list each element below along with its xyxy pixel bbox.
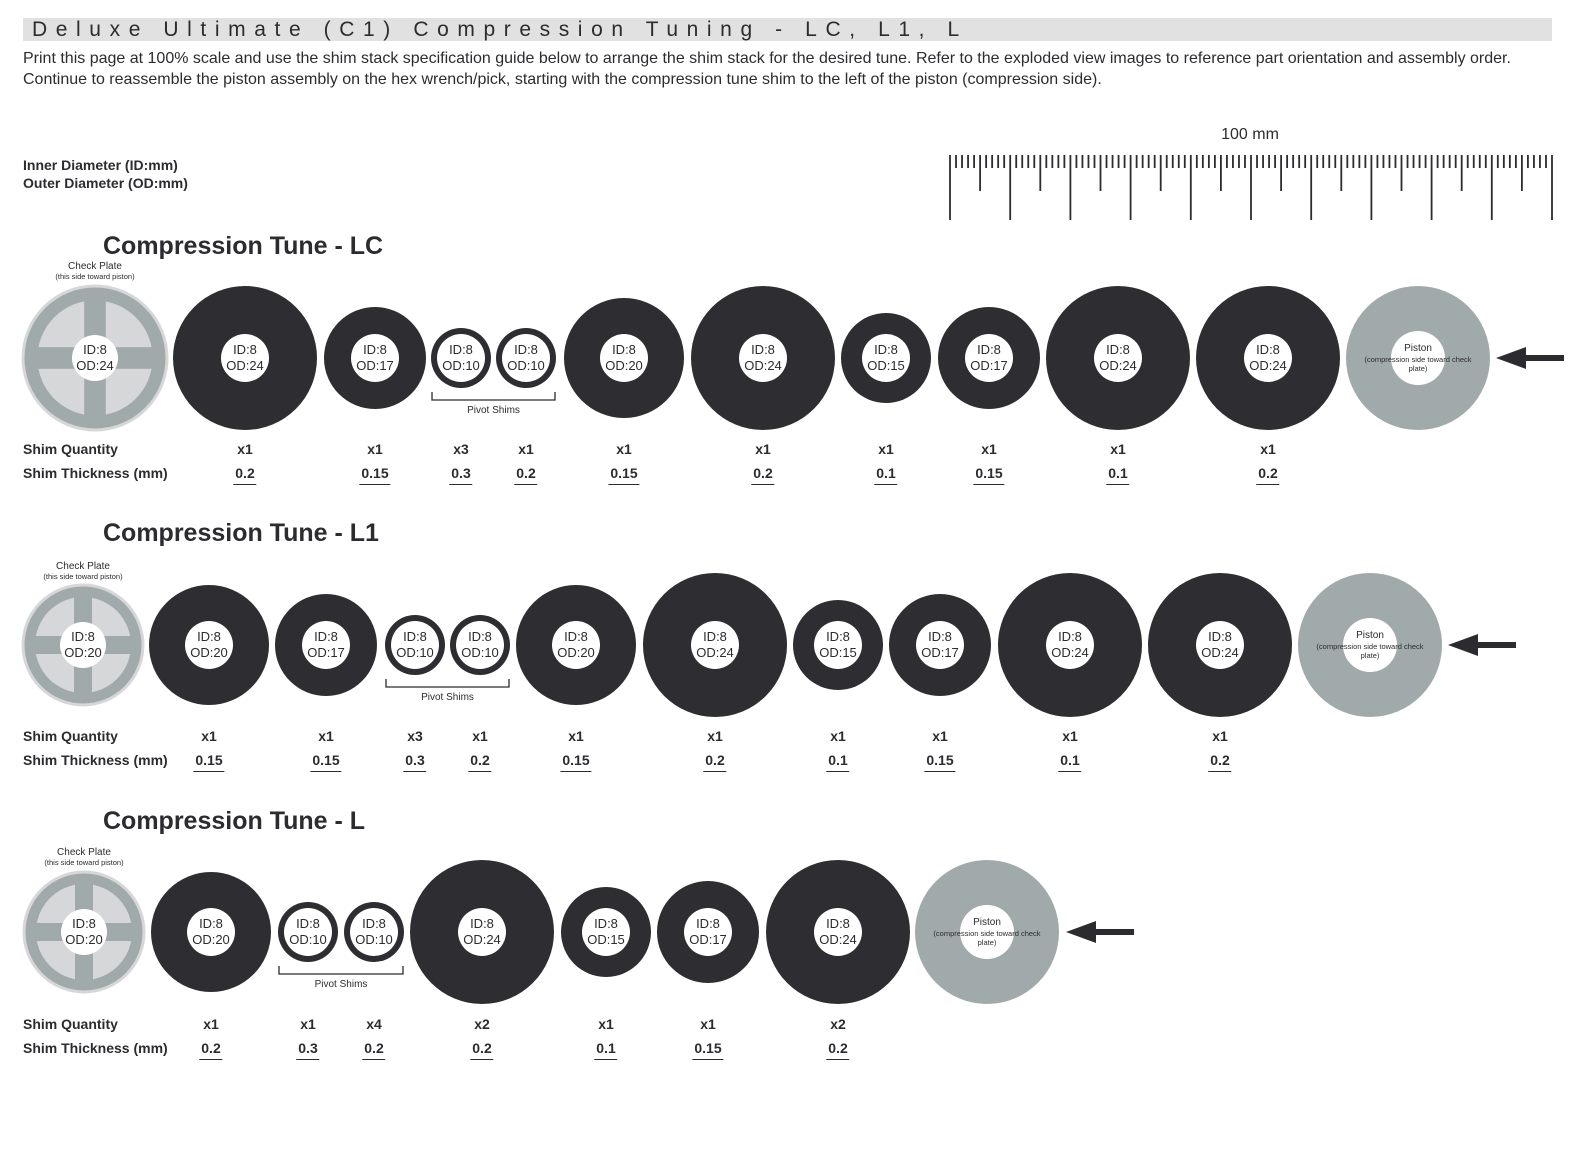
shim-quantity: x1 (203, 1016, 219, 1032)
inner-diameter: ID:8 (874, 342, 898, 357)
shim-thickness: 0.2 (470, 1039, 493, 1060)
outer-diameter: OD:20 (64, 645, 102, 660)
outer-diameter: OD:15 (819, 645, 857, 660)
inner-diameter: ID:8 (564, 629, 588, 644)
outer-diameter: OD:17 (307, 645, 345, 660)
inner-diameter: ID:8 (1106, 342, 1130, 357)
shim-quantity: x1 (981, 441, 997, 457)
shim-dimensions (289, 916, 327, 948)
shim-thickness: 0.2 (703, 751, 726, 772)
shim-thickness: 0.3 (449, 464, 472, 485)
shim-dimensions (355, 916, 393, 948)
intro-text: Print this page at 100% scale and use the shim stack specification guide below to arrange the shim stack for the desired tune. Refer to the exploded view images to reference part orientation and assembly order. Continue to reassemble the piston assembly on the hex wrench/pick, starting with the compression tune shim to the left of the piston (compression side). (23, 50, 1511, 88)
shim-quantity: x1 (1062, 728, 1078, 744)
page-title: Deluxe Ultimate (C1) Compression Tuning - LC, L1, L (32, 18, 968, 41)
shim-dimensions (463, 916, 501, 948)
inner-diameter: ID:8 (612, 342, 636, 357)
outer-diameter: OD:24 (819, 932, 857, 947)
pivot-shims-bracket (279, 966, 403, 974)
shim-quantity: x1 (707, 728, 723, 744)
shim-quantity: x2 (830, 1016, 846, 1032)
pivot-shims-label: Pivot Shims (421, 692, 474, 703)
outer-diameter: OD:10 (355, 932, 393, 947)
shim-quantity: x1 (318, 728, 334, 744)
inner-diameter: ID:8 (199, 916, 223, 931)
shim-dimensions (819, 916, 857, 948)
shim-quantity: x1 (932, 728, 948, 744)
shim-thickness: 0.15 (560, 751, 591, 772)
shim-thickness-label: Shim Thickness (mm) (23, 752, 168, 768)
shim-thickness: 0.2 (826, 1039, 849, 1060)
shim-quantity-label: Shim Quantity (23, 728, 118, 744)
shim-quantity: x1 (201, 728, 217, 744)
outer-diameter: OD:10 (442, 358, 480, 373)
pivot-shims-label: Pivot Shims (467, 405, 520, 416)
shim-thickness: 0.2 (233, 464, 256, 485)
outer-diameter: OD:17 (689, 932, 727, 947)
piston-note: (compression side toward check plate) (1316, 642, 1424, 660)
shim-thickness: 0.2 (751, 464, 774, 485)
inner-diameter: ID:8 (703, 629, 727, 644)
inner-diameter: ID:8 (403, 629, 427, 644)
shim-dimensions (587, 916, 625, 948)
inner-diameter: ID:8 (314, 629, 338, 644)
shim-thickness: 0.2 (1208, 751, 1231, 772)
inner-diameter: ID:8 (296, 916, 320, 931)
shim-thickness: 0.15 (924, 751, 955, 772)
inner-diameter: ID:8 (83, 342, 107, 357)
outer-diameter: OD:20 (192, 932, 230, 947)
outer-diameter: OD:10 (396, 645, 434, 660)
check-plate-dimensions (65, 916, 103, 948)
shim-quantity: x1 (878, 441, 894, 457)
shim-dimensions (689, 916, 727, 948)
inner-diameter: ID:8 (233, 342, 257, 357)
outer-diameter: OD:24 (1249, 358, 1287, 373)
shim-quantity: x1 (472, 728, 488, 744)
check-plate-label: Check Plate (57, 847, 111, 858)
outer-diameter: OD:24 (463, 932, 501, 947)
outer-diameter: OD:15 (587, 932, 625, 947)
inner-diameter: ID:8 (751, 342, 775, 357)
shim-quantity: x1 (755, 441, 771, 457)
inner-diameter: ID:8 (826, 629, 850, 644)
piston-title: Piston (1404, 343, 1432, 354)
shim-thickness: 0.15 (692, 1039, 723, 1060)
shim-quantity: x4 (366, 1016, 382, 1032)
inner-diameter: ID:8 (826, 916, 850, 931)
check-plate-note: (this side toward piston) (55, 272, 135, 281)
shim-dimensions (192, 916, 230, 948)
shim-thickness: 0.2 (514, 464, 537, 485)
outer-diameter: OD:20 (65, 932, 103, 947)
shim-thickness: 0.1 (874, 464, 897, 485)
shim-thickness: 0.2 (1256, 464, 1279, 485)
inner-diameter: ID:8 (468, 629, 492, 644)
outer-diameter: OD:17 (921, 645, 959, 660)
outer-diameter: OD:24 (696, 645, 734, 660)
outer-diameter: OD:24 (226, 358, 264, 373)
outer-diameter-legend: Outer Diameter (OD:mm) (23, 175, 188, 191)
shim-quantity: x1 (616, 441, 632, 457)
inner-diameter: ID:8 (362, 916, 386, 931)
section-title-l: Compression Tune - L (103, 807, 366, 835)
shim-thickness: 0.1 (1106, 464, 1129, 485)
shim-quantity: x3 (407, 728, 423, 744)
shim-quantity-label: Shim Quantity (23, 441, 118, 457)
shim-quantity: x1 (300, 1016, 316, 1032)
check-plate-label: Check Plate (68, 261, 122, 272)
piston-label (927, 917, 1047, 947)
shim-quantity: x1 (1260, 441, 1276, 457)
shim-thickness-label: Shim Thickness (mm) (23, 465, 168, 481)
shim-quantity: x1 (367, 441, 383, 457)
outer-diameter: OD:15 (867, 358, 905, 373)
inner-diameter: ID:8 (928, 629, 952, 644)
inner-diameter: ID:8 (363, 342, 387, 357)
shim-quantity: x1 (1212, 728, 1228, 744)
shim-thickness: 0.2 (362, 1039, 385, 1060)
check-plate-note: (this side toward piston) (43, 572, 123, 581)
outer-diameter: OD:17 (970, 358, 1008, 373)
shim-quantity: x1 (237, 441, 253, 457)
inner-diameter: ID:8 (1256, 342, 1280, 357)
outer-diameter: OD:20 (557, 645, 595, 660)
outer-diameter: OD:24 (1201, 645, 1239, 660)
inner-diameter-legend: Inner Diameter (ID:mm) (23, 157, 178, 173)
outer-diameter: OD:20 (605, 358, 643, 373)
shim-quantity: x1 (568, 728, 584, 744)
shim-quantity-label: Shim Quantity (23, 1016, 118, 1032)
inner-diameter: ID:8 (71, 629, 95, 644)
inner-diameter: ID:8 (514, 342, 538, 357)
inner-diameter: ID:8 (1208, 629, 1232, 644)
shim-thickness: 0.1 (1058, 751, 1081, 772)
outer-diameter: OD:24 (76, 358, 114, 373)
shim-quantity: x1 (830, 728, 846, 744)
inner-diameter: ID:8 (1058, 629, 1082, 644)
inner-diameter: ID:8 (696, 916, 720, 931)
shim-quantity: x1 (1110, 441, 1126, 457)
shim-thickness: 0.2 (199, 1039, 222, 1060)
shim-thickness: 0.1 (826, 751, 849, 772)
inner-diameter: ID:8 (197, 629, 221, 644)
shim-quantity: x1 (598, 1016, 614, 1032)
shim-quantity: x1 (700, 1016, 716, 1032)
section-title-l1: Compression Tune - L1 (103, 519, 379, 547)
section-title-lc: Compression Tune - LC (103, 232, 384, 260)
shim-thickness: 0.2 (468, 751, 491, 772)
shim-thickness: 0.15 (310, 751, 341, 772)
shim-thickness-label: Shim Thickness (mm) (23, 1040, 168, 1056)
shim-quantity: x3 (453, 441, 469, 457)
outer-diameter: OD:24 (744, 358, 782, 373)
outer-diameter: OD:24 (1051, 645, 1089, 660)
shim-quantity: x1 (518, 441, 534, 457)
shim-thickness: 0.3 (403, 751, 426, 772)
outer-diameter: OD:17 (356, 358, 394, 373)
outer-diameter: OD:10 (461, 645, 499, 660)
ruler-label: 100 mm (1221, 126, 1279, 143)
inner-diameter: ID:8 (72, 916, 96, 931)
shim-thickness: 0.15 (359, 464, 390, 485)
check-plate-label: Check Plate (56, 561, 110, 572)
piston-note: (compression side toward check plate) (1364, 355, 1472, 373)
check-plate-caption (44, 848, 123, 868)
shim-thickness: 0.3 (296, 1039, 319, 1060)
shim-quantity: x2 (474, 1016, 490, 1032)
outer-diameter: OD:10 (507, 358, 545, 373)
shim-thickness: 0.1 (594, 1039, 617, 1060)
outer-diameter: OD:24 (1099, 358, 1137, 373)
inner-diameter: ID:8 (594, 916, 618, 931)
shim-thickness: 0.15 (608, 464, 639, 485)
piston-title: Piston (973, 917, 1001, 928)
outer-diameter: OD:10 (289, 932, 327, 947)
inner-diameter: ID:8 (977, 342, 1001, 357)
check-plate-note: (this side toward piston) (44, 858, 124, 867)
inner-diameter: ID:8 (470, 916, 494, 931)
inner-diameter: ID:8 (449, 342, 473, 357)
piston-title: Piston (1356, 630, 1384, 641)
piston-note: (compression side toward check plate) (933, 929, 1041, 947)
outer-diameter: OD:20 (190, 645, 228, 660)
shim-thickness: 0.15 (193, 751, 224, 772)
shim-thickness: 0.15 (973, 464, 1004, 485)
direction-arrow-icon (1066, 921, 1134, 943)
pivot-shims-label: Pivot Shims (314, 979, 368, 990)
